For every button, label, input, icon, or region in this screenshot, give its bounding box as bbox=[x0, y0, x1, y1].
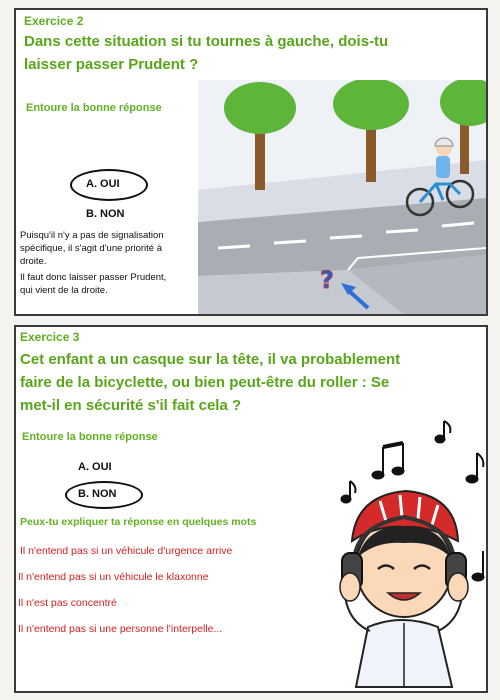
exercise-2-question bbox=[24, 30, 484, 76]
option-b[interactable]: B. NON bbox=[86, 208, 125, 220]
exercise-2-explanation bbox=[20, 229, 200, 268]
question-line: Dans cette situation si tu tournes à gauche, dois-tu bbox=[24, 33, 389, 50]
explanation-line: Puisqu'il n'y a pas de signalisation bbox=[20, 230, 164, 241]
option-b[interactable]: B. NON bbox=[78, 488, 117, 500]
question-line: met-il en sécurité s'il fait cela ? bbox=[20, 397, 242, 414]
exercise-3-label: Exercice 3 bbox=[20, 330, 80, 344]
exercise-2-card bbox=[14, 8, 488, 316]
explanation-line: droite. bbox=[20, 256, 47, 267]
exercise-3-instruction: Entoure la bonne réponse bbox=[22, 431, 158, 443]
option-a[interactable]: A. OUI bbox=[86, 178, 120, 190]
explain-prompt: Peux-tu expliquer ta réponse en quelques mots bbox=[20, 516, 257, 528]
exercise-3-question bbox=[20, 348, 486, 417]
child-with-headphones-illustration bbox=[316, 417, 488, 693]
conclusion-line: Il faut donc laisser passer Prudent, bbox=[20, 272, 167, 283]
exercise-3-card bbox=[14, 325, 488, 693]
question-line: Cet enfant a un casque sur la tête, il va probablement bbox=[20, 351, 401, 368]
conclusion-line: qui vient de la droite. bbox=[20, 285, 108, 296]
answer-line: Il n'entend pas si une personne l'interpelle... bbox=[18, 623, 223, 635]
answer-line: Il n'est pas concentré bbox=[18, 597, 117, 609]
question-line: faire de la bicyclette, ou bien peut-être du roller : Se bbox=[20, 374, 390, 391]
question-line: laisser passer Prudent ? bbox=[24, 56, 199, 73]
explanation-line: spécifique, il s'agit d'une priorité à bbox=[20, 243, 162, 254]
answer-line: Il n'entend pas si un véhicule le klaxonne bbox=[18, 571, 209, 583]
exercise-2-conclusion bbox=[20, 271, 200, 297]
answer-line: Il n'entend pas si un véhicule d'urgence arrive bbox=[20, 545, 233, 557]
exercise-2-instruction: Entoure la bonne réponse bbox=[26, 102, 162, 114]
option-a[interactable]: A. OUI bbox=[78, 461, 112, 473]
exercise-2-label: Exercice 2 bbox=[24, 14, 84, 28]
street-intersection-illustration bbox=[198, 80, 486, 314]
question-mark-icon: ? bbox=[320, 266, 334, 294]
